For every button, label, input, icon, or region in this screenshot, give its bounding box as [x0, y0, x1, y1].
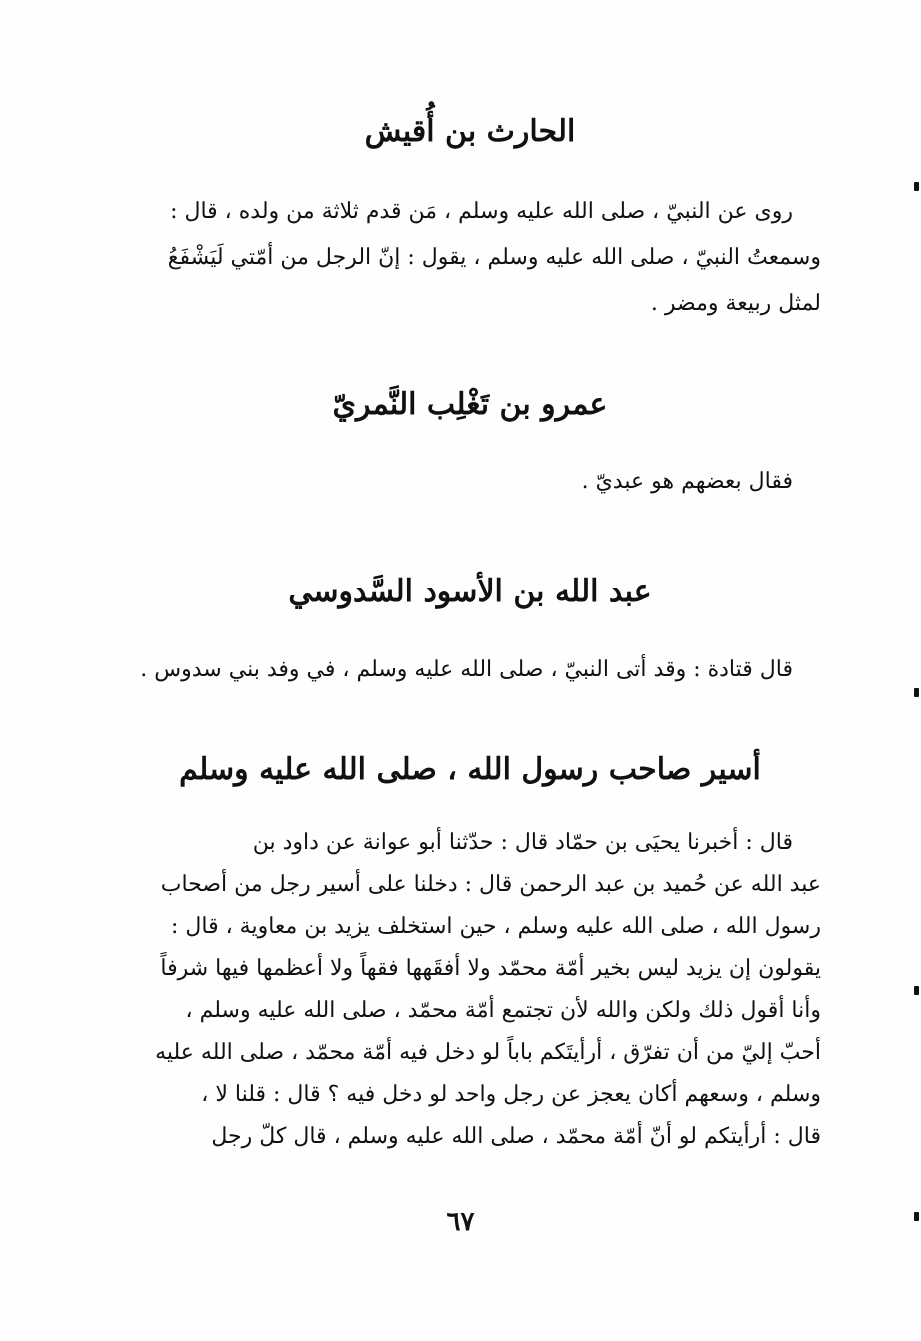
scan-edge-mark	[914, 182, 919, 191]
scan-edge-mark	[914, 986, 919, 995]
text-line: يقولون إن يزيد ليس بخير أمّة محمّد ولا أفقَهها فقهاً ولا أعظمها فيها شرفاً	[160, 956, 821, 981]
paragraph-usayr	[121, 822, 821, 1158]
text-line: رسول الله ، صلى الله عليه وسلم ، حين استخلف يزيد بن معاوية ، قال :	[170, 914, 821, 939]
text-line: عبد الله عن حُميد بن عبد الرحمن قال : دخلنا على أسير رجل من أصحاب	[160, 872, 821, 897]
paragraph-abdullah	[121, 647, 821, 693]
text-line: قال : أرأيتكم لو أنّ أمّة محمّد ، صلى الله عليه وسلم ، قال كلّ رجل	[211, 1124, 821, 1149]
paragraph-harith	[121, 189, 821, 327]
text-line: قال : أخبرنا يحيَى بن حمّاد قال : حدّثنا أبو عوانة عن داود بن	[252, 830, 793, 855]
text-line: وأنا أقول ذلك ولكن والله لأن تجتمع أمّة محمّد ، صلى الله عليه وسلم ،	[185, 998, 821, 1023]
text-line: أحبّ إليّ من أن تفرّق ، أرأيتَكم باباً لو دخل فيه أمّة محمّد ، صلى الله عليه	[155, 1040, 821, 1065]
scan-edge-mark	[914, 1212, 919, 1221]
section-heading-amr: عمرو بن تَغْلِب النَّمريّ	[332, 387, 608, 422]
text-line: فقال بعضهم هو عبديّ .	[581, 469, 793, 494]
text-line: وسلم ، وسعهم أكان يعجز عن رجل واحد لو دخل فيه ؟ قال : قلنا لا ،	[201, 1082, 821, 1107]
section-heading-abdullah: عبد الله بن الأسود السَّدوسي	[288, 574, 652, 609]
section-heading-usayr: أسير صاحب رسول الله ، صلى الله عليه وسلم	[179, 752, 761, 787]
text-line: قال قتادة : وقد أتى النبيّ ، صلى الله عليه وسلم ، في وفد بني سدوس .	[140, 657, 793, 682]
scan-edge-mark	[914, 688, 919, 697]
text-line: لمثل ربيعة ومضر .	[650, 291, 821, 316]
section-heading-harith: الحارث بن أُقيش	[364, 114, 576, 149]
paragraph-amr	[121, 459, 821, 505]
text-line: وسمعتُ النبيّ ، صلى الله عليه وسلم ، يقول : إنّ الرجل من أمّتي لَيَشْفَعُ	[167, 245, 821, 270]
page-number: ٦٧	[446, 1207, 475, 1237]
text-line: روى عن النبيّ ، صلى الله عليه وسلم ، مَن قدم ثلاثة من ولده ، قال :	[170, 199, 793, 224]
